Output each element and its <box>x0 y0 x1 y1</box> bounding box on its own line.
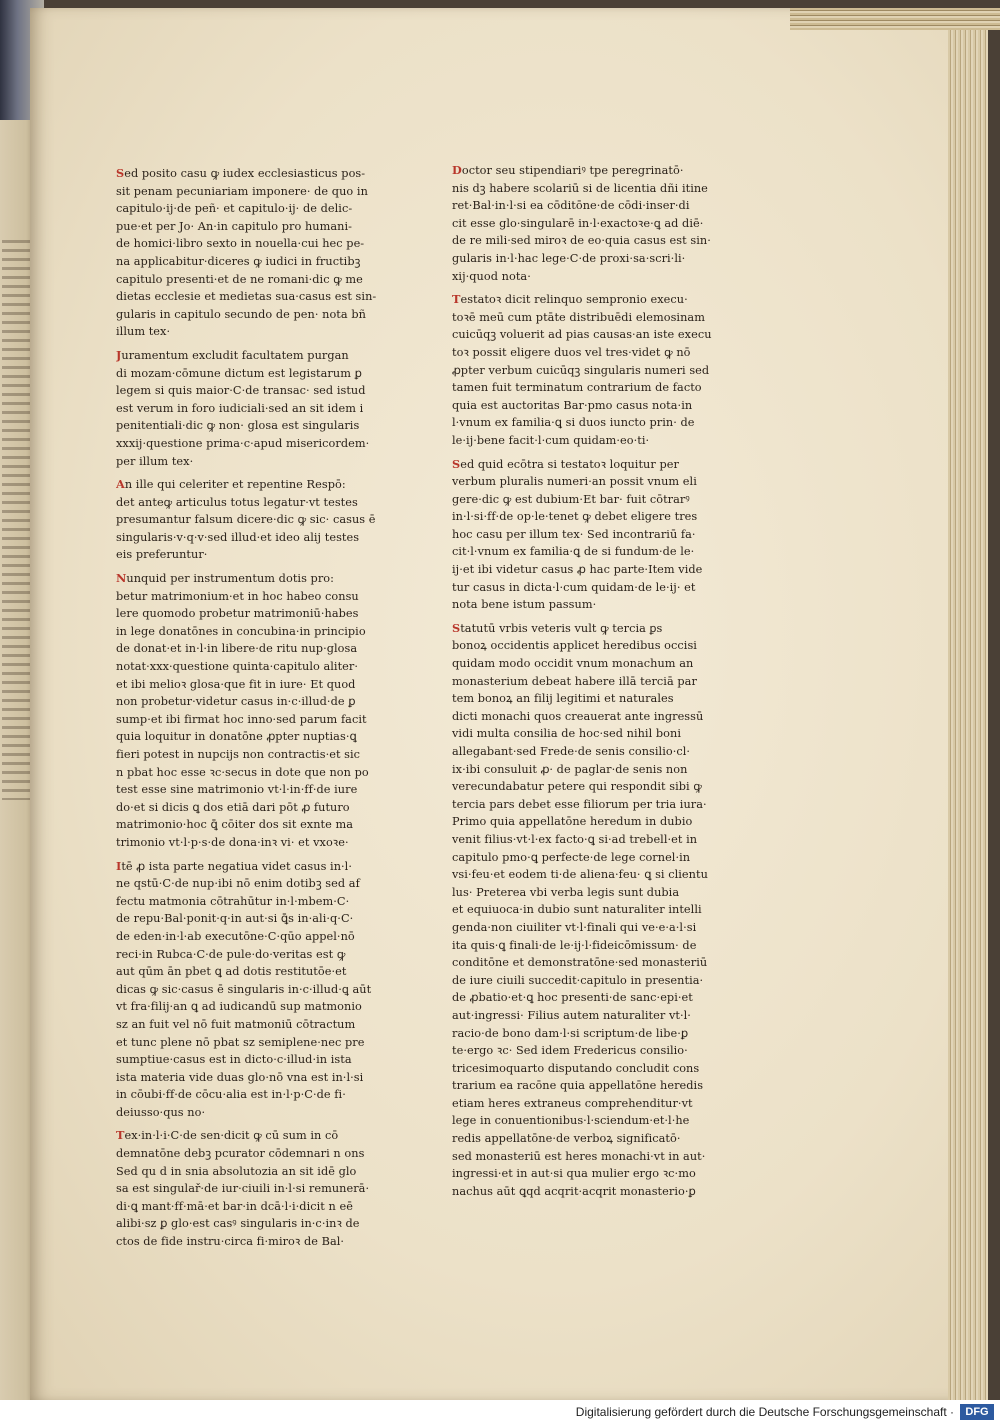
text-line: lere quomodo probetur matrimoniū·habes <box>116 607 359 621</box>
text-line: ret·Bal·in·l·si ea cōditōne·de cōdi·inser·di <box>452 199 690 213</box>
text-line: genda·non ciuiliter vt·l·finali qui ve·e·a·l·si <box>452 920 697 934</box>
text-line: et equiuoca·in dubio sunt naturaliter intelli <box>452 903 702 917</box>
text-line: sit penam pecuniariam imponere· de quo in <box>116 184 368 198</box>
text-line: alibi·sz ꝑ glo·est casꝰ singularis in·c·inꝛ de <box>116 1217 360 1231</box>
rubricated-initial: T <box>116 1128 125 1143</box>
text-line: gere·dic ꝙ est dubium·Et bar· fuit cōtrarꝰ <box>452 492 690 506</box>
text-line: verecundabatur petere qui respondit sibi ꝙ <box>452 780 702 794</box>
text-line: conditōne et demonstratōne·sed monasteriū <box>452 956 708 970</box>
text-line: cit·l·vnum ex familia·ꝗ de si fundum·de le· <box>452 545 695 559</box>
rubricated-initial: D <box>452 163 462 177</box>
text-line: vidi multa consilia de hoc·sed nihil boni <box>452 727 682 741</box>
text-line: capitulo presenti·et de ne romani·dic ꝙ me <box>116 272 363 286</box>
text-line: aut qūm ān pbet ꝗ ad dotis restitutōe·et <box>116 965 347 979</box>
page-edges <box>948 8 988 1408</box>
text-line: vsi·feu·et eodem ti·de aliena·feu· ꝗ si clientu <box>452 868 708 882</box>
rubricated-initial: I <box>116 858 122 873</box>
text-line: illum tex· <box>116 325 171 339</box>
text-line: monasterium debeat habere illā terciā par <box>452 674 697 688</box>
text-line: Sed qu d in snia absolutozia an sit idē glo <box>116 1164 357 1178</box>
footer-credit: Digitalisierung gefördert durch die Deutsche Forschungsgemeinschaft · <box>575 1405 954 1419</box>
text-line: sump·et ibi firmat hoc inno·sed parum facit <box>116 712 367 726</box>
text-line: de re mili·sed miroꝛ de eo·quia casus est sin· <box>452 234 711 248</box>
text-line: est verum in foro iudiciali·sed an sit idem i <box>116 401 364 415</box>
text-line: capitulo pmo·ꝗ perfecte·de lege cornel·in <box>452 850 691 864</box>
text-line: l·vnum ex familia·ꝗ si duos iuncto prin· de <box>452 416 695 430</box>
rubricated-initial: S <box>116 166 125 180</box>
text-line: de repu·Bal·ponit·q·in aut·si ꝗ̄s in·ali·q·C· <box>116 912 354 926</box>
text-line: sz an fuit vel nō fuit matmoniū cōtractum <box>116 1017 356 1031</box>
text-line: tamen fuit terminatum contrarium de facto <box>452 381 702 395</box>
text-line: in cōubi·ff·de cōcu·alia est in·l·p·C·de fi· <box>116 1088 346 1102</box>
text-line: de ꝓbatio·et·ꝗ hoc presenti·de sanc·epi·et <box>452 991 693 1005</box>
text-line: cuicūqꝫ voluerit ad pias causas·an iste execu <box>452 328 712 342</box>
text-line: nis dꝫ habere scolariū si de licentia dñi itine <box>452 181 708 195</box>
text-line: ctos de fide instru·circa fi·miroꝛ de Bal· <box>116 1235 345 1249</box>
text-line: de donat·et in·l·in libere·de ritu nup·glosa <box>116 642 358 656</box>
text-line: capitulo·ij·de peñ· et capitulo·ij· de delic- <box>116 202 353 216</box>
text-line: matrimonio·hoc ꝗ̄ cōiter dos sit exnte ma <box>116 818 354 832</box>
text-line: verbum pluralis numeri·an possit vnum eli <box>452 475 697 489</box>
text-line: racio·de bono dam·l·si scriptum·de libe·ꝑ <box>452 1026 689 1040</box>
text-line: vt fra·filij·an ꝗ ad iudicandū sup matmonio <box>116 1000 362 1014</box>
text-line: notat·xxx·questione quinta·capitulo aliter· <box>116 660 358 674</box>
paragraph <box>452 620 722 1201</box>
rubricated-initial: S <box>452 620 461 635</box>
text-line: fieri potest in nupcijs non contractis·et sic <box>116 748 361 761</box>
text-line: eis preferuntur· <box>116 548 208 562</box>
text-line: Doctor seu stipendiariꝰ tpe peregrinatō· <box>452 163 684 177</box>
page-top-edges <box>790 8 1000 30</box>
text-line: lus· Preterea vbi verba legis sunt dubia <box>452 885 680 899</box>
dfg-logo: DFG <box>960 1404 994 1420</box>
text-line: sa est singulař·de iur·ciuili in·l·si remunerā· <box>116 1182 370 1196</box>
text-line: tercia pars debet esse filiorum per tria iura· <box>452 797 707 811</box>
left-text-column <box>116 165 388 1257</box>
text-line: in lege donatōnes in concubina·in principio <box>116 624 366 638</box>
text-line: aut·ingressi· Filius autem naturaliter vt·l· <box>452 1008 691 1022</box>
text-line: in·l·si·ff·de op·le·tenet ꝙ debet eligere tres <box>452 510 698 524</box>
text-line: lege in conuentionibus·l·sciendum·et·l·he <box>452 1114 690 1128</box>
text-line: allegabant·sed Frede·de senis consilio·cl· <box>452 745 691 758</box>
text-line: quia loquitur in donatōne ꝓpter nuptias·ꝗ <box>116 730 357 744</box>
text-line: test esse sine matrimonio vt·l·in·ff·de iure <box>116 783 358 797</box>
text-line: n pbat hoc esse ꝛc·secus in dote que non po <box>116 765 369 779</box>
text-line: di mozam·cōmune dictum est legistarum ꝑ <box>116 366 362 380</box>
text-line: Juramentum excludit facultatem purgan <box>116 347 349 362</box>
text-line: toꝛ possit eligere duos vel tres·videt ꝙ nō <box>452 345 691 359</box>
text-line: gularis in·l·hac lege·C·de proxi·sa·scri·li· <box>452 251 686 265</box>
text-line: ix·ibi consuluit ꝓ· de paglar·de senis non <box>452 762 688 776</box>
text-line: redis appellatōne·de verboꝝ significatō· <box>452 1132 681 1146</box>
text-line: xxxij·questione prima·c·apud misericordem· <box>116 436 370 450</box>
rubricated-initial: T <box>452 292 461 307</box>
text-line: hoc casu per illum tex· Sed incontrariū fa· <box>452 527 696 541</box>
text-line: dietas ecclesie et medietas sua·casus est sin- <box>116 290 377 304</box>
text-line: gularis in capitulo secundo de pen· nota bñ <box>116 307 366 321</box>
text-line: Tex·in·l·i·C·de sen·dicit ꝙ cū sum in cō <box>116 1128 339 1143</box>
text-line: venit filius·vt·l·ex facto·ꝗ si·ad trebell·et in <box>452 832 698 846</box>
text-line: Statutū vrbis veteris vult ꝙ tercia ꝑs <box>452 620 663 635</box>
paragraph <box>452 291 722 449</box>
text-line: do·et si dicis ꝗ dos etiā dari pōt ꝓ futuro <box>116 800 350 814</box>
rubricated-initial: A <box>116 477 125 492</box>
text-line: ne qstū·C·de nup·ibi nō enim dotibꝫ sed af <box>116 877 360 891</box>
text-line: tur casus in dicta·l·cum quidam·de le·ij· et <box>452 580 696 594</box>
text-line: penitentiali·dic ꝙ non· glosa est singularis <box>116 419 360 433</box>
text-line: ista materia vide duas glo·nō vna est in·l·si <box>116 1070 364 1084</box>
text-line: deiusso·qus no· <box>116 1105 206 1119</box>
text-line: reci·in Rubca·C·de pule·do·veritas est ꝙ <box>116 947 346 961</box>
right-text-column <box>452 162 722 1206</box>
digitization-footer <box>0 1400 1000 1425</box>
text-line: trimonio vt·l·p·s·de dona·inꝛ vi· et vxoꝛe· <box>116 835 349 849</box>
text-line: le·ij·bene facit·l·cum quidam·eo·ti· <box>452 433 650 447</box>
text-line: legem si quis maior·C·de transac· sed istud <box>116 384 366 398</box>
text-line: cit esse glo·singularē in·l·exactoꝛe·ꝗ ad diē· <box>452 216 704 230</box>
text-line: etiam heres extraneus comprehenditur·vt <box>452 1096 693 1110</box>
text-line: Sed posito casu ꝙ iudex ecclesiasticus pos- <box>116 166 366 180</box>
text-line: di·ꝗ mant·ff·mā·et bar·in dcā·l·i·dicit n eē <box>116 1199 353 1213</box>
text-line: quia est auctoritas Bar·pmo casus nota·in <box>452 398 693 412</box>
paragraph <box>116 476 388 564</box>
text-line: per illum tex· <box>116 454 194 468</box>
text-line: toꝛē meū cum ptāte distribuēdi elemosinam <box>452 310 705 324</box>
paragraph <box>116 347 388 470</box>
text-line: Itē ꝓ ista parte negatiua videt casus in·l· <box>116 858 352 873</box>
text-line: de iure ciuili succedit·capitulo in presentia· <box>452 973 704 987</box>
paragraph <box>116 570 388 852</box>
text-line: na applicabitur·diceres ꝙ iudici in fructibꝫ <box>116 254 361 268</box>
text-line: te·ergo ꝛc· Sed idem Fredericus consilio· <box>452 1044 688 1058</box>
rubricated-initial: N <box>116 571 127 586</box>
text-line: An ille qui celeriter et repentine Respō: <box>116 477 346 492</box>
paragraph <box>452 162 722 285</box>
rubricated-initial: S <box>452 456 461 471</box>
text-line: Testatoꝛ dicit relinquo sempronio execu· <box>452 292 688 307</box>
text-line: de eden·in·l·ab executōne·C·qūo appel·nō <box>116 929 355 943</box>
text-line: pue·et per Jo· An·in capitulo pro humani- <box>116 219 353 233</box>
text-line: betur matrimonium·et in hoc habeo consu <box>116 589 359 603</box>
text-line: tem bonoꝝ an filij legitimi et naturales <box>452 692 674 706</box>
text-line: non probetur·videtur casus in·c·illud·de ꝑ <box>116 695 356 709</box>
text-line: nachus aūt ꝗqd acqrit·acqrit monasterio·ꝑ <box>452 1184 696 1198</box>
text-line: demnatōne debꝫ pcurator cōdemnari n ons <box>116 1147 365 1161</box>
paragraph <box>116 165 388 341</box>
text-line: Sed quid ecōtra si testatoꝛ loquitur per <box>452 456 679 471</box>
text-line: tricesimoquarto disputando concludit cons <box>452 1061 700 1075</box>
text-line: Primo quia appellatōne heredum in dubio <box>452 815 693 829</box>
text-line: ij·et ibi videtur casus ꝓ hac parte·Item vide <box>452 563 703 577</box>
text-line: de homici·libro sexto in nouella·cui hec pe- <box>116 237 365 251</box>
text-line: ꝓpter verbum cuicūqꝫ singularis numeri sed <box>452 363 710 377</box>
text-line: quidam modo occidit vnum monachum an <box>452 657 694 671</box>
text-line: ingressi·et in aut·si qua mulier ergo ꝛc·mo <box>452 1167 696 1181</box>
text-line: Nunquid per instrumentum dotis pro: <box>116 571 334 586</box>
text-line: singularis·v·q·v·sed illud·et ideo alij testes <box>116 530 360 544</box>
text-line: ita quis·ꝗ finali·de le·ij·l·fideicōmissum· de <box>452 938 697 952</box>
paragraph <box>116 858 388 1122</box>
text-line: sed monasteriū est heres monachi·vt in aut· <box>452 1149 706 1163</box>
text-line: dicti monachi quos creauerat ante ingressū <box>452 709 704 723</box>
text-line: sumptiue·casus est in dicto·c·illud·in ista <box>116 1053 352 1067</box>
text-line: presumantur falsum dicere·dic ꝙ sic· casus ē <box>116 513 376 527</box>
text-line: xij·quod nota· <box>452 269 531 283</box>
text-line: fectu matmonia cōtrahūtur in·l·mbem·C· <box>116 894 350 908</box>
text-line: trarium ea racōne quia appellatōne heredis <box>452 1079 704 1093</box>
rubricated-initial: J <box>116 347 122 362</box>
text-line: et tunc plene nō pbat sz semiplene·nec pre <box>116 1035 365 1049</box>
text-line: det anteꝙ articulus totus legatur·vt testes <box>116 495 358 509</box>
text-line: et ibi melioꝛ glosa·que fit in iure· Et quod <box>116 677 356 691</box>
paragraph <box>116 1127 388 1250</box>
text-line: dicas ꝙ sic·casus ē singularis in·c·illud·ꝗ aūt <box>116 982 372 996</box>
paragraph <box>452 456 722 614</box>
text-line: bonoꝝ occidentis applicet heredibus occisi <box>452 639 697 653</box>
text-line: nota bene istum passum· <box>452 598 597 612</box>
